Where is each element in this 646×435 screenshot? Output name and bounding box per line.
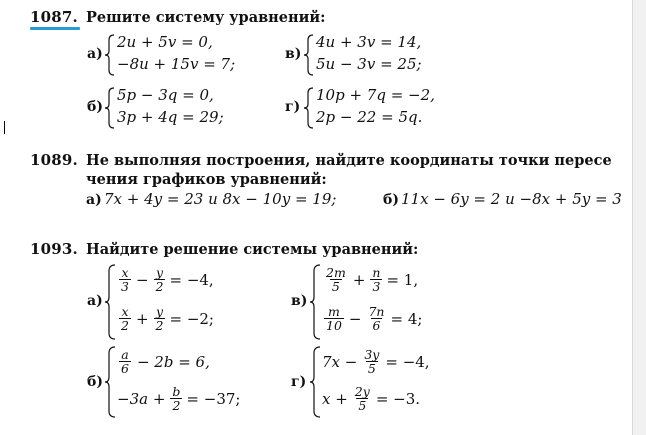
problem-number-underline xyxy=(30,27,80,30)
equation: −3a + $\frac{b}{2}$ = −37; xyxy=(117,384,241,413)
problem-text-1089-line1: Не выполняя построения, найдите координаты точки пересе xyxy=(86,152,612,169)
equation: 5p − 3q = 0, xyxy=(117,86,214,104)
equation: x + $\frac{2y}{5}$ = −3. xyxy=(322,384,421,413)
problem-title-1087: Решите систему уравнений: xyxy=(86,9,326,26)
problem-number-1087: 1087. xyxy=(30,8,78,26)
item-label-b: б) xyxy=(87,99,103,115)
item-label-a: а) xyxy=(87,46,103,62)
equation: 7x + 4y = 23 и 8x − 10y = 19; xyxy=(104,190,337,208)
brace-icon xyxy=(309,346,322,418)
item-label-v: в) xyxy=(285,46,302,62)
equation: $\frac{x}{3}$ − $\frac{y}{2}$ = −4, xyxy=(121,265,214,294)
brace-icon xyxy=(104,34,116,76)
item-label-v: в) xyxy=(291,293,308,309)
problem-number-1089: 1089. xyxy=(30,151,78,169)
item-label-a: а) xyxy=(86,192,102,208)
equation: 5u − 3v = 25; xyxy=(316,55,422,73)
brace-icon xyxy=(104,264,117,340)
brace-icon xyxy=(104,87,116,129)
problem-text-1089-line2: чения графиков уравнений: xyxy=(86,171,327,188)
item-label-g: г) xyxy=(285,99,301,115)
equation: $\frac{m}{10}$ − $\frac{7n}{6}$ = 4; xyxy=(326,304,423,333)
equation: $\frac{a}{6}$ − 2b = 6, xyxy=(121,347,210,376)
problem-number-1093: 1093. xyxy=(30,240,78,258)
item-label-b: б) xyxy=(87,374,103,390)
item-label-b: б) xyxy=(383,192,399,208)
equation: 10p + 7q = −2, xyxy=(316,86,435,104)
text-cursor xyxy=(4,121,5,134)
brace-icon xyxy=(303,34,315,76)
brace-icon xyxy=(104,346,117,418)
scrollbar-gutter[interactable] xyxy=(633,0,646,435)
brace-icon xyxy=(309,264,322,340)
equation: 7x − $\frac{3y}{5}$ = −4, xyxy=(322,347,430,376)
equation: 4u + 3v = 14, xyxy=(316,33,422,51)
item-label-g: г) xyxy=(291,374,307,390)
equation: 2p − 22 = 5q. xyxy=(316,108,423,126)
item-label-a: а) xyxy=(87,293,103,309)
problem-title-1093: Найдите решение системы уравнений: xyxy=(86,241,419,258)
equation: −8u + 15v = 7; xyxy=(117,55,236,73)
equation: 11x − 6y = 2 и −8x + 5y = 3 xyxy=(401,190,622,208)
equation: $\frac{x}{2}$ + $\frac{y}{2}$ = −2; xyxy=(121,304,214,333)
equation: 2u + 5v = 0, xyxy=(117,33,213,51)
equation: 3p + 4q = 29; xyxy=(117,108,224,126)
brace-icon xyxy=(303,87,315,129)
equation: $\frac{2m}{5}$ + $\frac{n}{3}$ = 1, xyxy=(326,265,419,294)
